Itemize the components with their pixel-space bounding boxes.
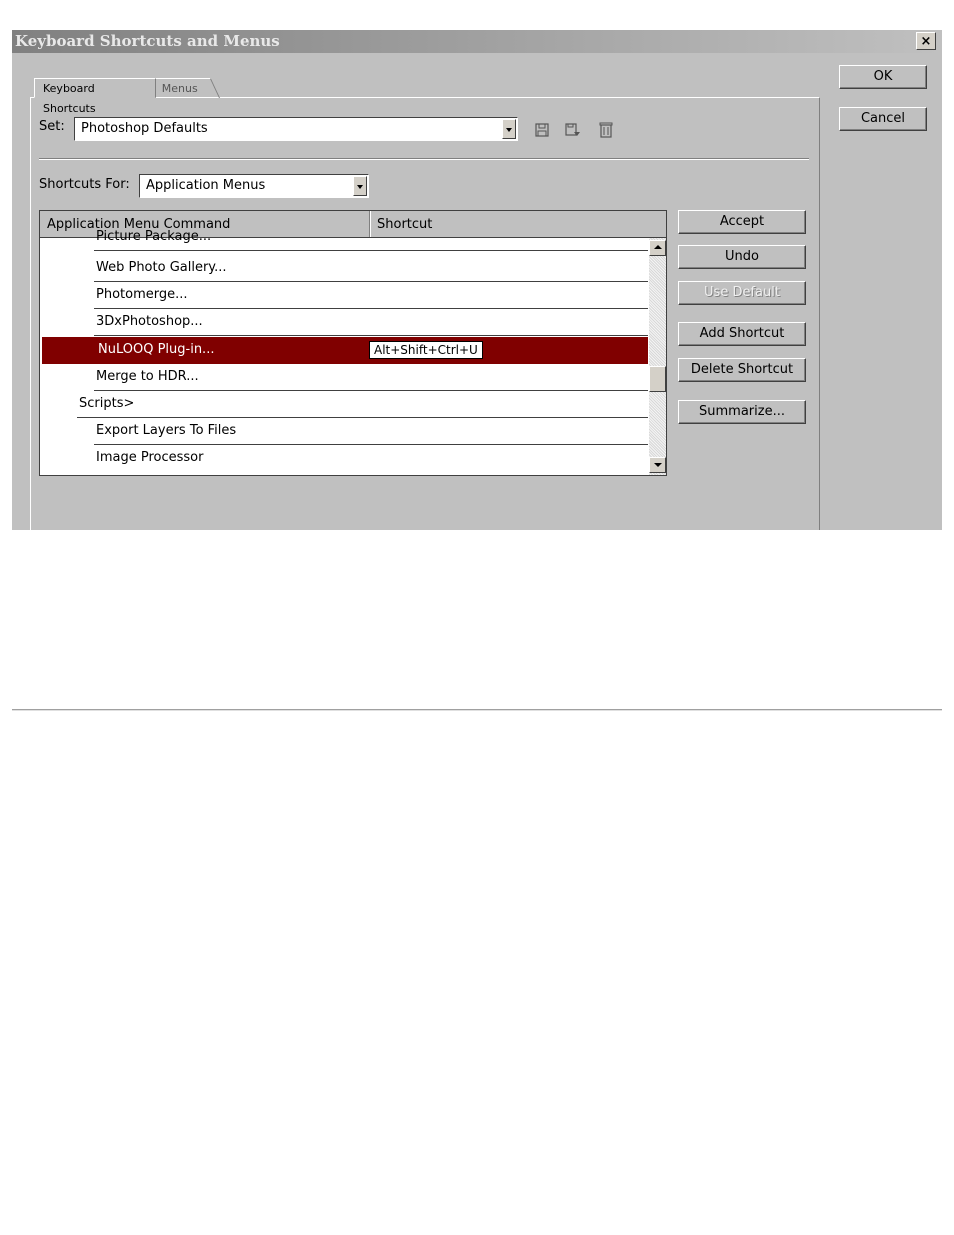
table-rows xyxy=(40,229,648,475)
save-icon[interactable] xyxy=(534,122,550,138)
ok-button[interactable]: OK xyxy=(839,65,927,89)
keyboard-shortcuts-dialog xyxy=(12,30,942,530)
table-row[interactable] xyxy=(40,418,648,445)
chevron-down-icon[interactable] xyxy=(502,119,516,139)
set-label: Set: xyxy=(39,119,65,134)
scroll-up-icon[interactable] xyxy=(649,240,666,256)
row-command: Photomerge... xyxy=(96,287,188,302)
shortcuts-table xyxy=(39,210,667,476)
separator xyxy=(39,158,809,160)
vertical-scrollbar[interactable] xyxy=(649,238,666,475)
shortcuts-for-label: Shortcuts For: xyxy=(39,177,130,192)
row-command: NuLOOQ Plug-in... xyxy=(98,342,215,357)
table-row[interactable] xyxy=(40,255,648,282)
close-icon: × xyxy=(920,34,932,49)
shortcuts-for-value: Application Menus xyxy=(146,178,266,193)
row-command: Export Layers To Files xyxy=(96,423,237,438)
row-command: Scripts> xyxy=(79,396,135,411)
table-row[interactable] xyxy=(40,364,648,391)
chevron-down-icon[interactable] xyxy=(353,176,367,196)
add-shortcut-button[interactable]: Add Shortcut xyxy=(678,322,806,346)
undo-button[interactable]: Undo xyxy=(678,245,806,269)
delete-icon[interactable] xyxy=(599,121,613,138)
tab-keyboard-shortcuts[interactable] xyxy=(34,78,156,115)
page-divider xyxy=(12,709,942,711)
use-default-button[interactable]: Use Default xyxy=(678,281,806,305)
table-row[interactable] xyxy=(40,282,648,309)
save-as-icon[interactable] xyxy=(564,122,582,138)
row-command: Image Processor xyxy=(96,450,204,465)
scroll-down-icon[interactable] xyxy=(649,457,666,473)
close-button[interactable] xyxy=(916,32,936,50)
table-row[interactable] xyxy=(40,309,648,336)
table-row[interactable] xyxy=(40,224,648,251)
summarize-button[interactable]: Summarize... xyxy=(678,400,806,424)
delete-shortcut-button[interactable]: Delete Shortcut xyxy=(678,358,806,382)
title-bar[interactable] xyxy=(12,30,942,53)
cancel-button[interactable]: Cancel xyxy=(839,107,927,131)
row-command: Web Photo Gallery... xyxy=(96,260,227,275)
set-dropdown[interactable] xyxy=(74,117,518,141)
scroll-thumb[interactable] xyxy=(649,366,666,392)
table-row-selected[interactable] xyxy=(42,337,648,364)
row-command: Merge to HDR... xyxy=(96,369,199,384)
accept-button[interactable]: Accept xyxy=(678,210,806,234)
shortcuts-for-dropdown[interactable] xyxy=(139,174,369,198)
table-row[interactable] xyxy=(40,391,648,418)
column-header-shortcut[interactable]: Shortcut xyxy=(377,217,433,232)
window-title: Keyboard Shortcuts and Menus xyxy=(15,32,280,50)
shortcut-input[interactable]: Alt+Shift+Ctrl+U xyxy=(369,341,483,359)
table-row[interactable] xyxy=(40,445,648,472)
tab-label: Keyboard Shortcuts xyxy=(43,82,96,115)
tab-label: Menus xyxy=(161,82,198,95)
row-command: 3DxPhotoshop... xyxy=(96,314,203,329)
set-value: Photoshop Defaults xyxy=(81,121,208,136)
row-command: Picture Package... xyxy=(96,229,212,244)
tab-menus[interactable] xyxy=(149,78,220,98)
column-header-command[interactable]: Application Menu Command xyxy=(40,211,370,237)
